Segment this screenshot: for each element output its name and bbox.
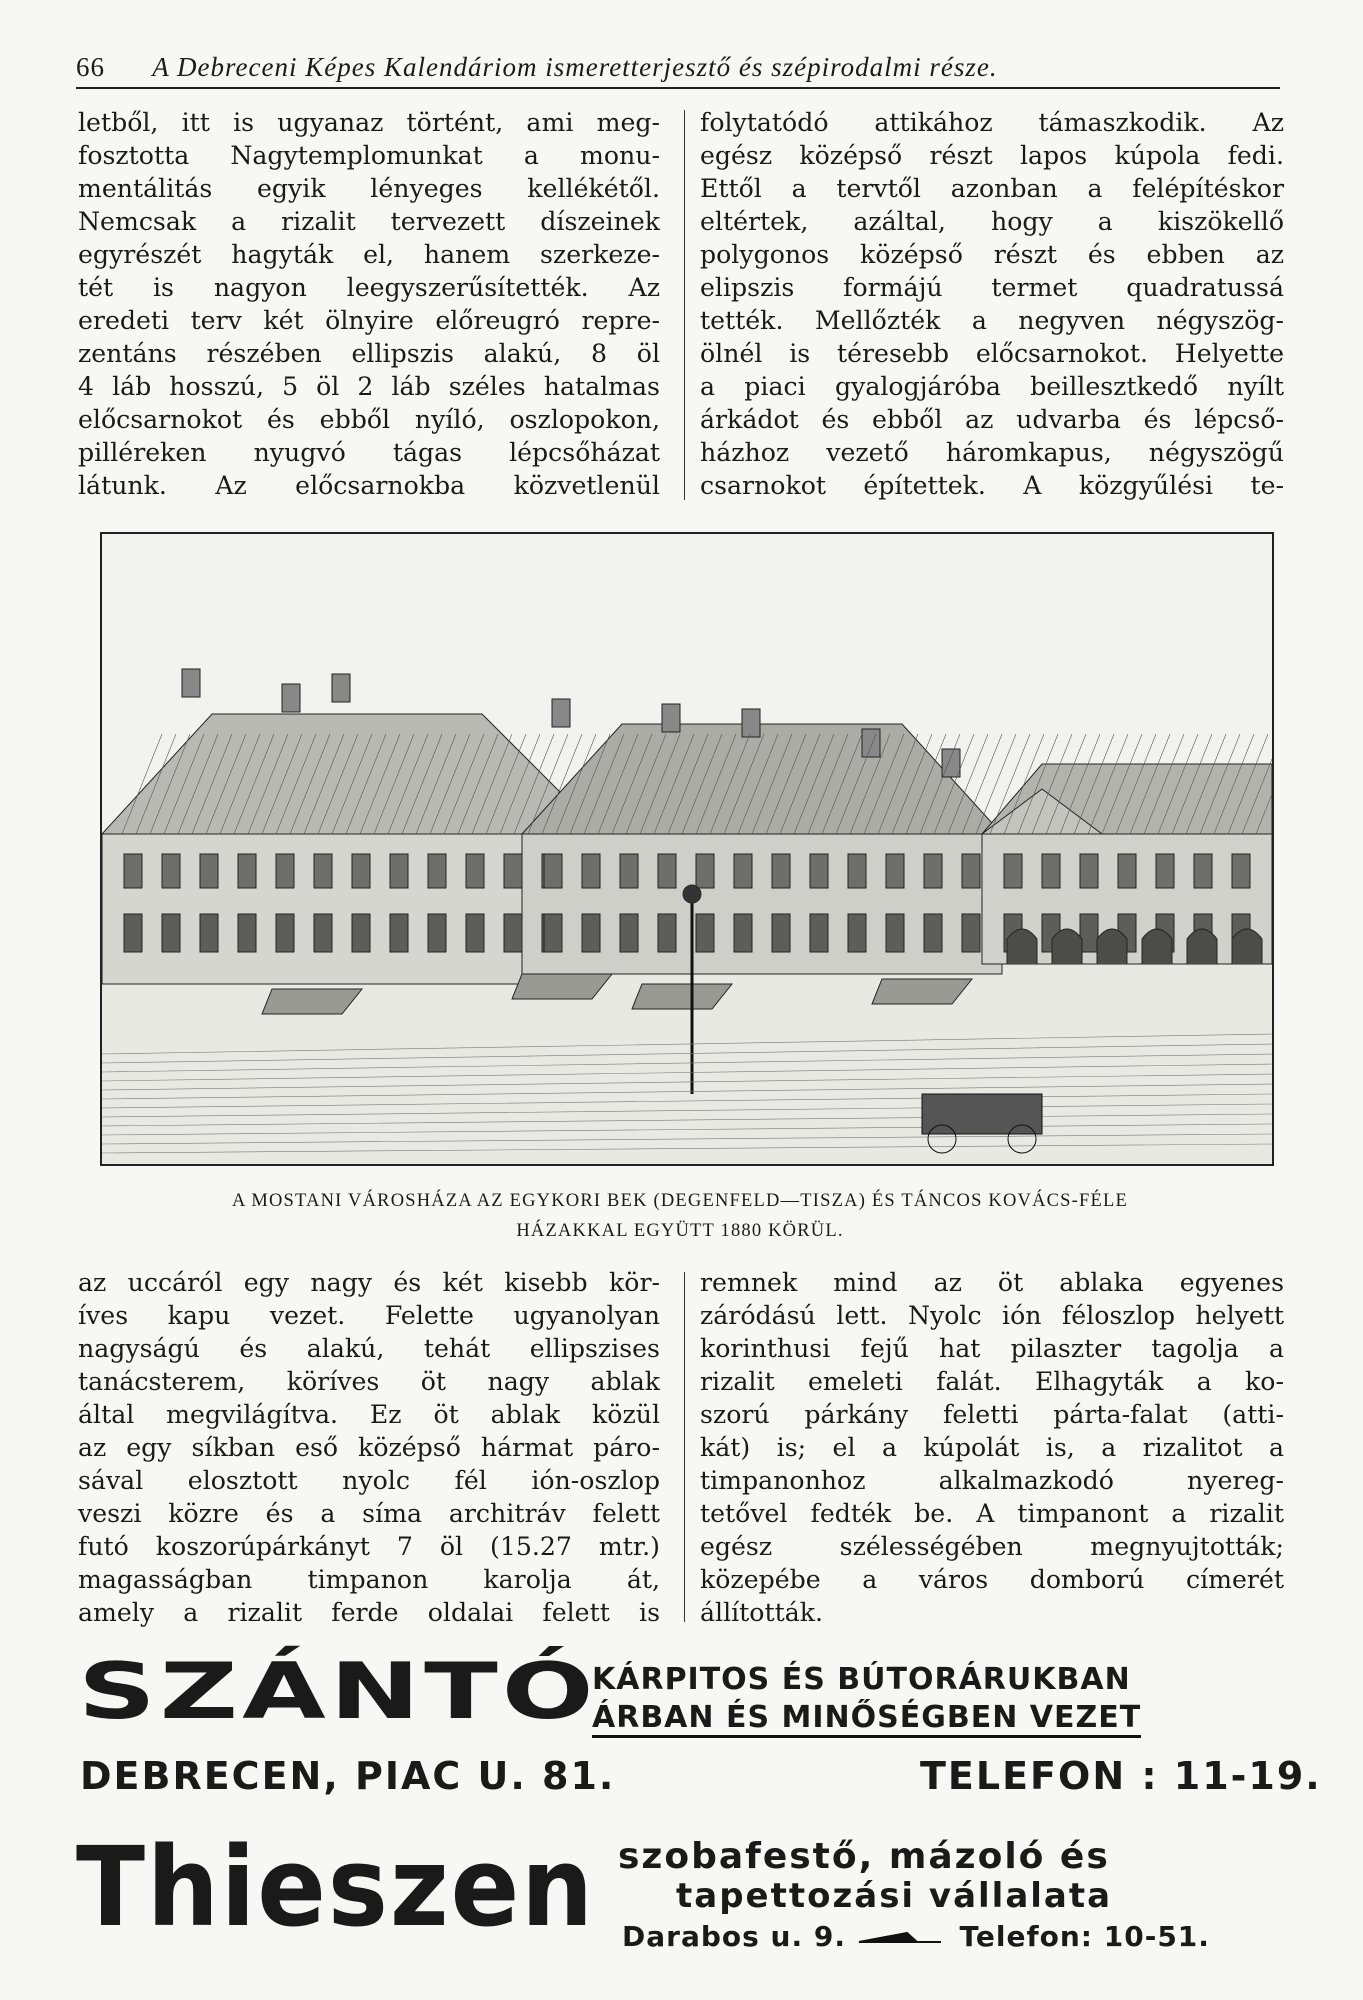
text-line: magasságban timpanon karolja át, bbox=[78, 1565, 660, 1594]
window bbox=[1118, 854, 1136, 888]
text-line: által megvilágítva. Ez öt ablak közül bbox=[78, 1400, 660, 1429]
text-line: tetővel fedték be. A timpanont a rizalit bbox=[700, 1499, 1284, 1528]
window bbox=[772, 914, 790, 952]
window bbox=[1004, 854, 1022, 888]
text-line: zentáns részében ellipszis alakú, 8 öl bbox=[78, 339, 660, 368]
ad-szanto-tagline-1: KÁRPITOS ÉS BÚTORÁRUKBAN bbox=[592, 1662, 1131, 1697]
ad-thieszen-contact bbox=[622, 1920, 1210, 1953]
text-line: fosztotta Nagytemplomunkat a monu- bbox=[78, 141, 660, 170]
figure-caption bbox=[60, 1186, 1300, 1246]
text-line: mentálitás egyik lényeges kellékétől. bbox=[78, 174, 660, 203]
text-line: záródású lett. Nyolc ión féloszlop helyett bbox=[700, 1301, 1284, 1330]
window bbox=[582, 914, 600, 952]
arcade-arch bbox=[1052, 929, 1082, 964]
window bbox=[124, 854, 142, 888]
window bbox=[428, 854, 446, 888]
text-line: az uccáról egy nagy és két kisebb kör- bbox=[78, 1268, 660, 1297]
window bbox=[276, 854, 294, 888]
text-line: egész szélességében megnyujtották; bbox=[700, 1532, 1284, 1561]
text-column-top-right bbox=[700, 106, 1284, 502]
window bbox=[886, 854, 904, 888]
text-line: 4 láb hosszú, 5 öl 2 láb széles hatalmas bbox=[78, 372, 660, 401]
chimney bbox=[282, 684, 300, 712]
text-line: ölnél is téresebb előcsarnokot. Helyette bbox=[700, 339, 1284, 368]
column-divider-bottom bbox=[684, 1272, 685, 1622]
window bbox=[466, 854, 484, 888]
arcade-arch bbox=[1142, 929, 1172, 964]
advertisement-szanto bbox=[78, 1646, 1322, 1812]
engraving-town-hall-1880 bbox=[102, 534, 1272, 1164]
text-line: kát) is; el a kúpolát is, a rizalitot a bbox=[700, 1433, 1284, 1462]
chimney bbox=[182, 669, 200, 697]
ad-szanto-name: SZÁNTÓ bbox=[78, 1646, 598, 1737]
text-line: sával elosztott nyolc fél ión-oszlop bbox=[78, 1466, 660, 1495]
window bbox=[886, 914, 904, 952]
window bbox=[314, 914, 332, 952]
chimney bbox=[552, 699, 570, 727]
ad-thieszen-name: Thieszen bbox=[76, 1823, 595, 1951]
text-line: egyrészét hagyták el, hanem szerkeze- bbox=[78, 240, 660, 269]
window bbox=[544, 854, 562, 888]
window bbox=[582, 854, 600, 888]
arrow-icon bbox=[857, 1930, 943, 1946]
window bbox=[200, 914, 218, 952]
window bbox=[924, 914, 942, 952]
chimney bbox=[742, 709, 760, 737]
window bbox=[504, 854, 522, 888]
text-line: timpanonhoz alkalmazkodó nyereg- bbox=[700, 1466, 1284, 1495]
window bbox=[810, 854, 828, 888]
window bbox=[696, 854, 714, 888]
running-header bbox=[76, 52, 1280, 89]
page-number: 66 bbox=[76, 52, 105, 82]
chimney bbox=[862, 729, 880, 757]
text-line: veszi közre és a síma architráv felett bbox=[78, 1499, 660, 1528]
window bbox=[352, 854, 370, 888]
window bbox=[314, 854, 332, 888]
text-line: szorú párkány feletti párta-falat (atti- bbox=[700, 1400, 1284, 1429]
arcade-arch bbox=[1232, 929, 1262, 964]
text-line: közepébe a város domború címerét bbox=[700, 1565, 1284, 1594]
chimney bbox=[332, 674, 350, 702]
window bbox=[162, 914, 180, 952]
window bbox=[1080, 854, 1098, 888]
window bbox=[390, 914, 408, 952]
text-line: Nemcsak a rizalit tervezett díszeinek bbox=[78, 207, 660, 236]
running-title: A Debreceni Képes Kalendáriom ismeretterjesztő és szépirodalmi része. bbox=[152, 52, 998, 82]
window bbox=[1232, 854, 1250, 888]
window bbox=[1194, 854, 1212, 888]
text-line: rizalit emeleti falát. Elhagyták a ko- bbox=[700, 1367, 1284, 1396]
text-line: a piaci gyalogjáróba beillesztkedő nyílt bbox=[700, 372, 1284, 401]
text-line: folytatódó attikához támaszkodik. Az bbox=[700, 108, 1284, 137]
window bbox=[734, 914, 752, 952]
text-line: eredeti terv két ölnyire előreugró repre- bbox=[78, 306, 660, 335]
arcade-arch bbox=[1187, 929, 1217, 964]
text-column-bottom-left bbox=[78, 1266, 660, 1629]
window bbox=[848, 914, 866, 952]
lamp bbox=[683, 885, 701, 903]
window bbox=[428, 914, 446, 952]
window bbox=[124, 914, 142, 952]
ad-szanto-tagline-2: ÁRBAN ÉS MINŐSÉGBEN VEZET bbox=[592, 1700, 1141, 1738]
town-hall-illustration bbox=[100, 532, 1274, 1166]
text-line: látunk. Az előcsarnokba közvetlenül bbox=[78, 471, 660, 500]
window bbox=[162, 854, 180, 888]
text-line: házhoz vezető háromkapus, négyszögű bbox=[700, 438, 1284, 467]
window bbox=[238, 914, 256, 952]
ad-szanto-address: DEBRECEN, PIAC U. 81. bbox=[80, 1754, 616, 1798]
text-line: Ettől a tervtől azonban a felépítéskor bbox=[700, 174, 1284, 203]
window bbox=[200, 854, 218, 888]
text-line: tanácsterem, köríves öt nagy ablak bbox=[78, 1367, 660, 1396]
text-line: korinthusi fejű hat pilaszter tagolja a bbox=[700, 1334, 1284, 1363]
text-line: tét is nagyon leegyszerűsítették. Az bbox=[78, 273, 660, 302]
window bbox=[620, 854, 638, 888]
window bbox=[848, 854, 866, 888]
window bbox=[962, 914, 980, 952]
window bbox=[1080, 914, 1098, 952]
text-line: állították. bbox=[700, 1598, 823, 1627]
window bbox=[390, 854, 408, 888]
text-line: elipszis formájú termet quadratussá bbox=[700, 273, 1284, 302]
window bbox=[466, 914, 484, 952]
window bbox=[658, 914, 676, 952]
carriage bbox=[922, 1094, 1042, 1134]
ad-szanto-phone: TELEFON : 11-19. bbox=[920, 1754, 1322, 1798]
window bbox=[544, 914, 562, 952]
text-line: futó koszorúpárkányt 7 öl (15.27 mtr.) bbox=[78, 1532, 660, 1561]
text-line: árkádot és ebből az udvarba és lépcső- bbox=[700, 405, 1284, 434]
text-line: tették. Mellőzték a negyven négyszög- bbox=[700, 306, 1284, 335]
window bbox=[238, 854, 256, 888]
caption-line-1: A MOSTANI VÁROSHÁZA AZ EGYKORI BEK (DEGENFELD—TISZA) ÉS TÁNCOS KOVÁCS-FÉLE bbox=[231, 1191, 1129, 1211]
caption-line-2: HÁZAKKAL EGYÜTT 1880 KÖRÜL. bbox=[516, 1221, 844, 1241]
window bbox=[504, 914, 522, 952]
text-line: amely a rizalit ferde oldalai felett is bbox=[78, 1598, 660, 1627]
text-line: az egy síkban eső középső hármat páro- bbox=[78, 1433, 660, 1462]
text-line: eltértek, azáltal, hogy a kiszökellő bbox=[700, 207, 1284, 236]
window bbox=[352, 914, 370, 952]
text-column-bottom-right bbox=[700, 1266, 1284, 1629]
arcade-arch bbox=[1097, 929, 1127, 964]
window bbox=[1042, 854, 1060, 888]
text-line: letből, itt is ugyanaz történt, ami meg- bbox=[78, 108, 660, 137]
text-line: egész középső részt lapos kúpola fedi. bbox=[700, 141, 1284, 170]
ad-thieszen-line-1: szobafestő, mázoló és bbox=[618, 1836, 1110, 1877]
arcade-arch bbox=[1007, 929, 1037, 964]
chimney bbox=[662, 704, 680, 732]
ad-thieszen-phone: Telefon: 10-51. bbox=[959, 1920, 1210, 1953]
text-line: pilléreken nyugvó tágas lépcsőházat bbox=[78, 438, 660, 467]
column-divider-top bbox=[684, 110, 685, 500]
window bbox=[810, 914, 828, 952]
ad-thieszen-line-2: tapettozási vállalata bbox=[676, 1876, 1113, 1916]
advertisement-thieszen bbox=[76, 1823, 1286, 1962]
ad-thieszen-address: Darabos u. 9. bbox=[622, 1920, 846, 1953]
text-line: polygonos középső részt és ebben az bbox=[700, 240, 1284, 269]
window bbox=[658, 854, 676, 888]
window bbox=[772, 854, 790, 888]
window bbox=[696, 914, 714, 952]
window bbox=[620, 914, 638, 952]
text-line: csarnokot építettek. A közgyűlési te- bbox=[700, 471, 1284, 500]
window bbox=[276, 914, 294, 952]
text-line: íves kapu vezet. Felette ugyanolyan bbox=[78, 1301, 660, 1330]
text-line: előcsarnokot és ebből nyíló, oszlopokon, bbox=[78, 405, 660, 434]
text-column-top-left bbox=[78, 106, 660, 502]
window bbox=[924, 854, 942, 888]
text-line: nagyságú és alakú, tehát ellipszises bbox=[78, 1334, 660, 1363]
window bbox=[962, 854, 980, 888]
window bbox=[1156, 854, 1174, 888]
text-line: remnek mind az öt ablaka egyenes bbox=[700, 1268, 1284, 1297]
window bbox=[734, 854, 752, 888]
